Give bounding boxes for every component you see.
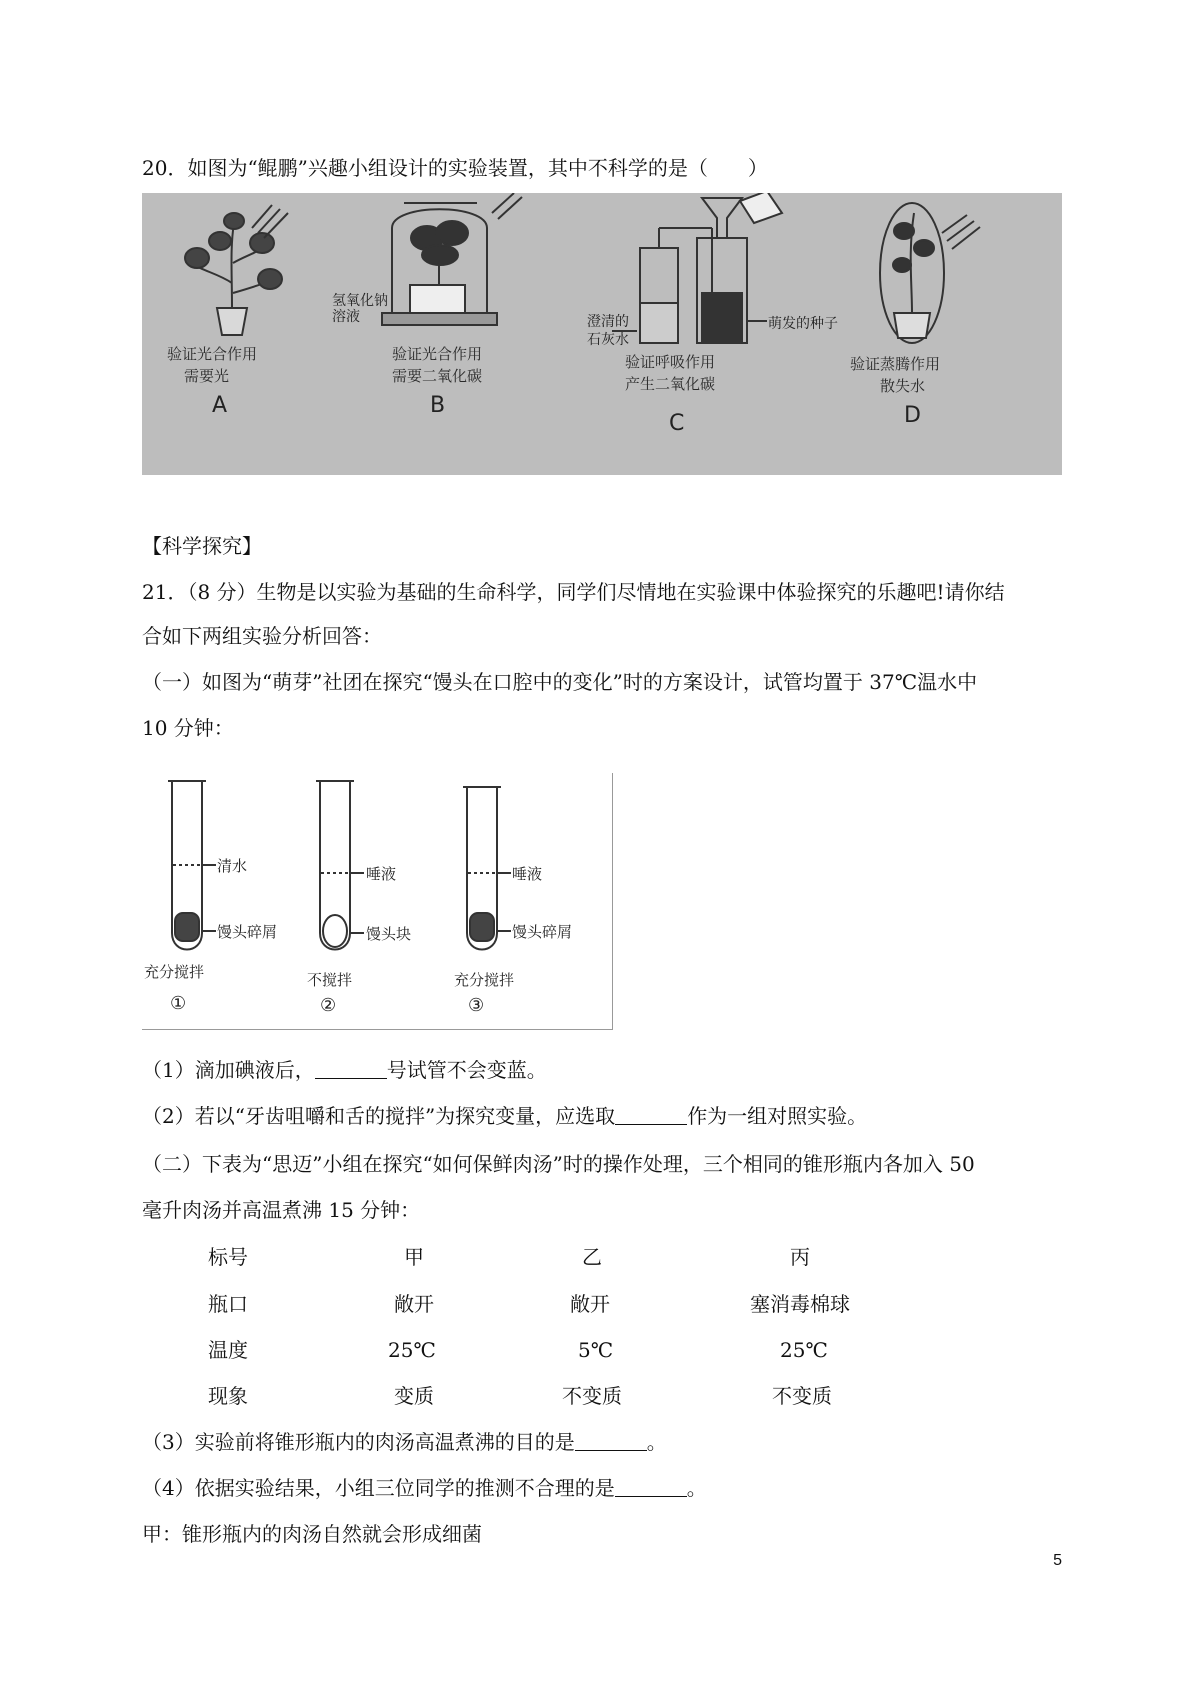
table-cell: 瓶口 bbox=[208, 1292, 248, 1316]
setup-b-drawing bbox=[382, 193, 522, 325]
table-cell: 敞开 bbox=[570, 1292, 610, 1316]
table-cell: 甲 bbox=[404, 1245, 424, 1269]
tube-1-solid: 馒头碎屑 bbox=[217, 923, 278, 941]
setup-c-label-left-1: 澄清的 bbox=[587, 314, 629, 330]
table-cell: 现象 bbox=[208, 1384, 248, 1408]
table-cell: 敞开 bbox=[394, 1292, 434, 1316]
sub-question-1: （1）滴加碘液后， 号试管不会变蓝。 bbox=[142, 1058, 547, 1082]
setup-c-caption-1: 验证呼吸作用 bbox=[625, 353, 716, 371]
setup-a-letter: A bbox=[212, 393, 228, 418]
tube-1-liquid: 清水 bbox=[217, 857, 248, 875]
q21-part2-line-1: （二）下表为“思迈”小组在探究“如何保鲜肉汤”时的操作处理，三个相同的锥形瓶内各加入 50 bbox=[142, 1152, 975, 1176]
q21-part1-line-2: 10 分钟： bbox=[142, 716, 234, 740]
setup-c-caption-2: 产生二氧化碳 bbox=[625, 375, 716, 393]
tube-1-action: 充分搅拌 bbox=[144, 963, 205, 981]
q21-line-1: 21．（8 分）生物是以实验为基础的生命科学，同学们尽情地在实验课中体验探究的乐趣吧!请你结 bbox=[142, 580, 1005, 604]
table-cell: 乙 bbox=[582, 1245, 602, 1269]
setup-b-letter: B bbox=[430, 393, 446, 418]
setup-c-letter: C bbox=[669, 411, 685, 436]
setup-b-label: 氢氧化钠溶液 bbox=[332, 293, 388, 325]
tube-2-action: 不搅拌 bbox=[307, 971, 353, 989]
table-cell: 25℃ bbox=[780, 1338, 828, 1362]
sub-question-4: （4）依据实验结果，小组三位同学的推测不合理的是 。 bbox=[142, 1476, 707, 1500]
setup-d-letter: D bbox=[904, 403, 921, 428]
q21-part1-line-1: （一）如图为“萌芽”社团在探究“馒头在口腔中的变化”时的方案设计，试管均置于 37℃温水中 bbox=[142, 670, 978, 694]
setup-a-caption-1: 验证光合作用 bbox=[167, 345, 258, 363]
q21-part2-line-2: 毫升肉汤并高温煮沸 15 分钟： bbox=[142, 1198, 421, 1222]
tube-2-solid: 馒头块 bbox=[366, 925, 412, 943]
tube-1-number: ① bbox=[170, 993, 187, 1014]
answer-blank-3[interactable] bbox=[575, 1430, 647, 1451]
tube-2-number: ② bbox=[320, 995, 337, 1016]
setup-d-drawing bbox=[880, 203, 980, 343]
tube-2-liquid: 唾液 bbox=[366, 865, 397, 883]
setup-d-caption-2: 散失水 bbox=[880, 377, 926, 395]
section-heading: 【科学探究】 bbox=[142, 534, 262, 558]
test-tube-drawing bbox=[142, 773, 612, 1029]
answer-blank-1[interactable] bbox=[315, 1058, 387, 1079]
sub-question-2: （2）若以“牙齿咀嚼和舌的搅拌”为探究变量，应选取 作为一组对照实验。 bbox=[142, 1104, 868, 1128]
test-tube-figure bbox=[142, 773, 613, 1030]
setup-c-drawing bbox=[612, 193, 782, 343]
table-cell: 25℃ bbox=[388, 1338, 436, 1362]
answer-blank-2[interactable] bbox=[615, 1104, 687, 1125]
tube-3-solid: 馒头碎屑 bbox=[512, 923, 573, 941]
tube-3-action: 充分搅拌 bbox=[454, 971, 515, 989]
table-cell: 不变质 bbox=[562, 1384, 622, 1408]
setup-d-caption-1: 验证蒸腾作用 bbox=[850, 355, 941, 373]
q20-stem: 20．如图为“鲲鹏”兴趣小组设计的实验装置，其中不科学的是（ ） bbox=[142, 156, 768, 180]
table-cell: 5℃ bbox=[578, 1338, 614, 1362]
inference-jia: 甲：锥形瓶内的肉汤自然就会形成细菌 bbox=[142, 1522, 482, 1546]
table-cell: 塞消毒棉球 bbox=[750, 1292, 850, 1316]
answer-blank-4[interactable] bbox=[615, 1476, 687, 1497]
q21-line-2: 合如下两组实验分析回答： bbox=[142, 624, 382, 648]
table-cell: 不变质 bbox=[772, 1384, 832, 1408]
setup-b-caption-1: 验证光合作用 bbox=[392, 345, 483, 363]
setup-b-caption-2: 需要二氧化碳 bbox=[392, 367, 483, 385]
table-cell: 丙 bbox=[790, 1245, 810, 1269]
sub-question-3: （3）实验前将锥形瓶内的肉汤高温煮沸的目的是 。 bbox=[142, 1430, 667, 1454]
table-cell: 温度 bbox=[208, 1338, 248, 1362]
tube-3-liquid: 唾液 bbox=[512, 865, 543, 883]
q20-figure bbox=[142, 193, 1062, 475]
setup-a-drawing bbox=[185, 205, 288, 335]
setup-c-label-left-2: 石灰水 bbox=[587, 332, 629, 348]
tube-3-number: ③ bbox=[468, 995, 485, 1016]
page-number: 5 bbox=[1053, 1552, 1062, 1569]
table-cell: 变质 bbox=[394, 1384, 434, 1408]
table-cell: 标号 bbox=[208, 1245, 248, 1269]
setup-c-label-right: 萌发的种子 bbox=[768, 316, 838, 332]
setup-a-caption-2: 需要光 bbox=[184, 367, 230, 385]
